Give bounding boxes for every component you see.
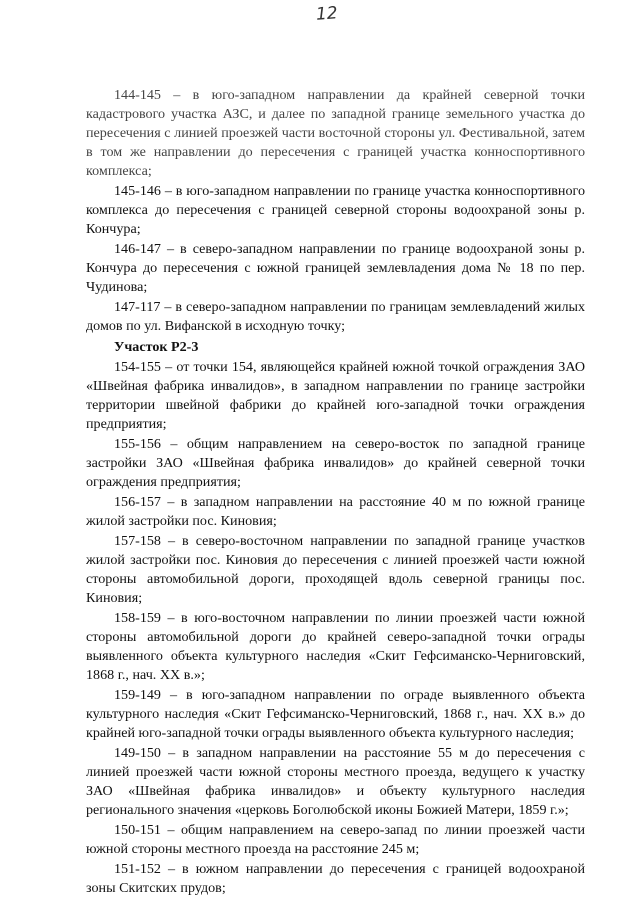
paragraph-156-157: 156-157 – в западном направлении на расстояние 40 м по южной границе жилой застройки пос. Киновия; [86, 494, 585, 529]
paragraph-149-150: 149-150 – в западном направлении на расстояние 55 м до пересечения с линией проезжей части южной стороны местного проезда, ведущего к участку ЗАО «Швейная фабрика инвалидов» и объекту культурного наследия регионального значения «церковь Боголюбской иконы Божией Матери, 1859 г.»; [86, 745, 585, 818]
paragraph-146-147: 146-147 – в северо-западном направлении по границе водоохраной зоны р. Кончура до пересечения с южной границей землевладения дома № 18 по пер. Чудинова; [86, 241, 585, 295]
paragraph-158-159: 158-159 – в юго-восточном направлении по линии проезжей части южной стороны автомобильной дороги до крайней северо-западной точки ограды выявленного объекта культурного наследия «Скит Гефсиманско-Черниговский, 1868 г., нач. XX в.»; [86, 610, 585, 683]
paragraph-144-145: 144-145 – в юго-западном направлении да крайней северной точки кадастрового участка АЗС, и далее по западной границе земельного участка до пересечения с линией проезжей части восточной стороны ул. Фестивальной, затем в том же направлении до пересечения с границей участка конноспортивного комплекса; [86, 87, 585, 179]
document-body [86, 86, 585, 899]
paragraph-159-149: 159-149 – в юго-западном направлении по ограде выявленного объекта культурного наследия «Скит Гефсиманско-Черниговский, 1868 г., нач. XX в.» до крайней юго-западной точки ограды выявленного объекта культурного наследия; [86, 687, 585, 741]
paragraph-145-146: 145-146 – в юго-западном направлении по границе участка конноспортивного комплекса до пересечения с границей северной стороны водоохраной зоны р. Кончура; [86, 183, 585, 237]
paragraph-151-152: 151-152 – в южном направлении до пересечения с границей водоохраной зоны Скитских прудов; [86, 861, 585, 896]
paragraph-155-156: 155-156 – общим направлением на северо-восток по западной границе застройки ЗАО «Швейная фабрика инвалидов» до крайней северной точки ограждения предприятия; [86, 436, 585, 490]
paragraph-157-158: 157-158 – в северо-восточном направлении по западной границе участков жилой застройки пос. Киновия до пересечения с линией проезжей части южной стороны автомобильной дороги, проходящей вдоль северной границы пос. Киновия; [86, 533, 585, 606]
paragraph-150-151: 150-151 – общим направлением на северо-запад по линии проезжей части южной стороны местного проезда на расстояние 245 м; [86, 822, 585, 857]
page-number: 12 [315, 3, 339, 25]
paragraph-154-155: 154-155 – от точки 154, являющейся крайней южной точкой ограждения ЗАО «Швейная фабрика инвалидов», в западном направлении по границе застройки территории швейной фабрики до крайней юго-западной точки ограждения предприятия; [86, 359, 585, 432]
section-heading-r2-3: Участок Р2-3 [114, 339, 199, 355]
paragraph-147-117: 147-117 – в северо-западном направлении по границам землевладений жилых домов по ул. Вифанской в исходную точку; [86, 299, 585, 334]
